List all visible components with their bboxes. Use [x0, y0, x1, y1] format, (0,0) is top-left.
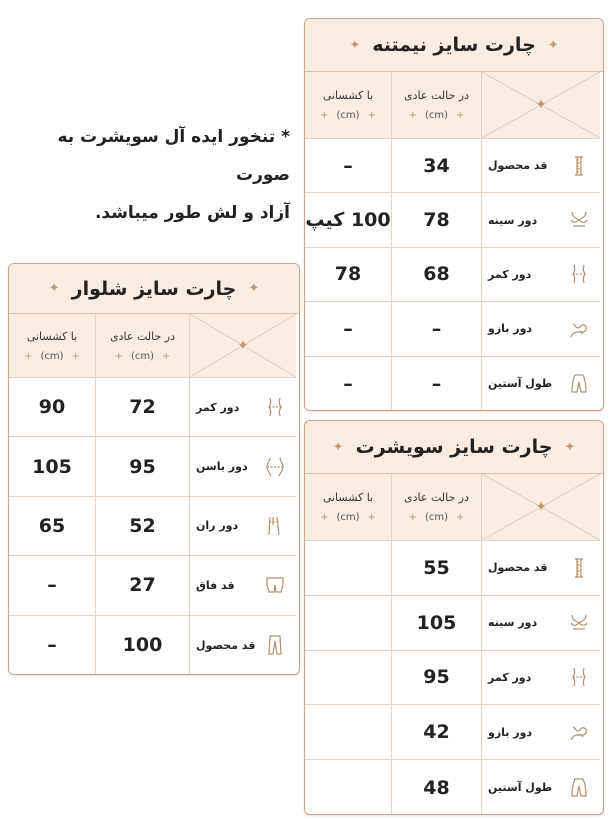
row-label: [482, 760, 600, 815]
cell-stretch: [9, 556, 96, 615]
row-label-text: دور کمر: [488, 267, 532, 281]
cell-normal-value: 105: [416, 611, 457, 634]
cell-stretch: [305, 139, 392, 193]
cell-normal: [392, 302, 482, 356]
cell-normal: [96, 497, 190, 556]
column-header-label: در حالت عادی: [110, 329, 175, 343]
cell-stretch: [305, 596, 392, 651]
header-corner-ornament: [482, 72, 600, 139]
header-normal: [96, 314, 190, 378]
sparkle-icon: ✦: [564, 439, 576, 455]
cell-stretch-value: 90: [38, 396, 66, 419]
sleeve-icon: [566, 775, 592, 801]
header-corner-ornament: [190, 314, 296, 378]
row-label-text: قد محصول: [488, 561, 548, 575]
header-normal: [392, 474, 482, 541]
column-header-label: با کشسانی: [26, 329, 78, 343]
row-label: [190, 616, 296, 675]
sparkle-icon: ✦: [237, 337, 249, 354]
chart-title: [305, 19, 603, 72]
cell-normal: [392, 596, 482, 651]
cell-normal: [96, 616, 190, 675]
row-label: [482, 193, 600, 247]
waist-icon: [566, 664, 592, 690]
sparkle-icon: ✦: [48, 281, 60, 296]
row-label-text: قد محصول: [196, 638, 256, 652]
row-label-text: دور سینه: [488, 616, 538, 630]
cell-normal: [392, 193, 482, 247]
size-table: [305, 474, 603, 815]
row-label: [190, 497, 296, 556]
cell-normal: [392, 541, 482, 596]
cell-stretch: [305, 357, 392, 411]
cell-normal-value: 42: [423, 721, 450, 744]
cell-normal-value: 95: [423, 666, 450, 689]
row-label: [482, 139, 600, 193]
fit-note-line-2: آزاد و لش طور میباشد.: [94, 203, 290, 223]
cell-stretch: [305, 248, 392, 302]
row-label-text: دور کمر: [196, 400, 240, 414]
size-table: [9, 314, 299, 675]
fit-note-line-1: * تنخور ایده آل سویشرت به صورت: [57, 127, 290, 185]
cell-normal-value: 34: [423, 154, 450, 177]
top-size-chart: [304, 18, 604, 411]
cell-normal-value: 52: [129, 514, 156, 537]
sparkle-icon: ✦: [332, 439, 344, 455]
column-header-label: در حالت عادی: [404, 491, 469, 504]
sparkle-icon: ✦: [349, 37, 361, 53]
unit-label: +(cm)+: [24, 350, 80, 362]
cell-normal: [392, 248, 482, 302]
cell-normal-value: 55: [423, 556, 450, 579]
sweatshirt-size-chart: [304, 420, 604, 815]
header-stretch: [9, 314, 96, 378]
cell-normal: [392, 760, 482, 815]
row-label: [190, 378, 296, 437]
hip-icon: [262, 454, 288, 480]
row-label-text: دور باسن: [196, 460, 248, 474]
cell-stretch: [305, 651, 392, 706]
bust-icon: [566, 207, 592, 233]
chart-title: [305, 421, 603, 474]
row-label: [190, 556, 296, 615]
row-label-text: قد فاق: [196, 578, 235, 592]
row-label-text: طول آستین: [488, 781, 553, 795]
pants-length-icon: [262, 632, 288, 658]
length-ruler-icon: [566, 555, 592, 581]
bust-icon: [566, 610, 592, 636]
row-label: [482, 705, 600, 760]
column-header-label: با کشسانی: [322, 89, 374, 102]
cell-stretch-value: 100 کیپ: [305, 209, 391, 232]
size-table: [305, 72, 603, 411]
row-label: [482, 651, 600, 706]
cell-stretch-value: –: [47, 634, 57, 657]
unit-label: +(cm)+: [320, 512, 376, 523]
cell-normal-value: –: [431, 317, 442, 340]
cell-stretch-value: 105: [32, 455, 72, 478]
cell-stretch: [305, 760, 392, 815]
row-label: [190, 437, 296, 496]
row-label-text: دور بازو: [488, 322, 533, 336]
cell-stretch: [305, 705, 392, 760]
cell-normal-value: 78: [423, 209, 450, 232]
sleeve-icon: [566, 371, 592, 397]
chart-title: [9, 264, 299, 314]
sparkle-icon: ✦: [535, 97, 547, 113]
cell-normal: [96, 556, 190, 615]
cell-normal: [392, 705, 482, 760]
thigh-icon: [262, 513, 288, 539]
chart-title-text: چارت سایز شلوار: [71, 277, 237, 300]
row-label-text: دور ران: [196, 519, 239, 533]
pants-size-chart: [8, 263, 300, 675]
cell-stretch: [305, 541, 392, 596]
row-label-text: قد محصول: [488, 159, 548, 173]
unit-label: +(cm)+: [114, 350, 171, 362]
cell-normal: [96, 437, 190, 496]
cell-stretch-value: –: [343, 317, 353, 340]
cell-stretch: [9, 437, 96, 496]
row-label: [482, 357, 600, 411]
unit-label: +(cm)+: [408, 512, 465, 523]
chart-title-text: چارت سایز سویشرت: [355, 436, 553, 458]
cell-normal-value: –: [431, 372, 442, 395]
cell-normal: [96, 378, 190, 437]
cell-normal-value: 48: [423, 776, 450, 799]
cell-normal: [392, 651, 482, 706]
sparkle-icon: ✦: [535, 499, 547, 515]
column-header-label: در حالت عادی: [404, 89, 469, 102]
row-label-text: طول آستین: [488, 377, 553, 391]
header-normal: [392, 72, 482, 139]
cell-stretch-value: 78: [334, 263, 362, 286]
cell-stretch: [9, 497, 96, 556]
cell-normal-value: 27: [129, 574, 156, 597]
cell-stretch: [9, 378, 96, 437]
header-corner-ornament: [482, 474, 600, 541]
waist-icon: [566, 261, 592, 287]
unit-label: +(cm)+: [408, 110, 465, 121]
cell-normal-value: 68: [423, 263, 450, 286]
cell-stretch-value: –: [343, 154, 353, 177]
row-label: [482, 248, 600, 302]
sparkle-icon: ✦: [248, 281, 260, 296]
row-label-text: دور بازو: [488, 725, 533, 739]
arm-icon: [566, 719, 592, 745]
arm-icon: [566, 316, 592, 342]
waist-icon: [262, 394, 288, 420]
cell-normal: [392, 357, 482, 411]
cell-normal: [392, 139, 482, 193]
cell-stretch-value: –: [47, 574, 57, 597]
fit-note: [40, 118, 290, 232]
row-label-text: دور سینه: [488, 213, 538, 227]
row-label: [482, 302, 600, 356]
cell-stretch-value: –: [343, 372, 353, 395]
column-header-label: با کشسانی: [322, 491, 374, 504]
cell-stretch-value: 65: [38, 514, 66, 537]
row-label: [482, 596, 600, 651]
sparkle-icon: ✦: [547, 37, 559, 53]
row-label-text: دور کمر: [488, 670, 532, 684]
cell-stretch: [305, 302, 392, 356]
cell-stretch: [9, 616, 96, 675]
row-label: [482, 541, 600, 596]
cell-normal-value: 72: [129, 396, 156, 419]
unit-label: +(cm)+: [320, 110, 376, 121]
chart-title-text: چارت سایز نیمتنه: [372, 34, 536, 56]
length-ruler-icon: [566, 153, 592, 179]
cell-stretch: [305, 193, 392, 247]
header-stretch: [305, 474, 392, 541]
header-stretch: [305, 72, 392, 139]
rise-icon: [262, 572, 288, 598]
cell-normal-value: 100: [122, 634, 163, 657]
cell-normal-value: 95: [129, 455, 156, 478]
